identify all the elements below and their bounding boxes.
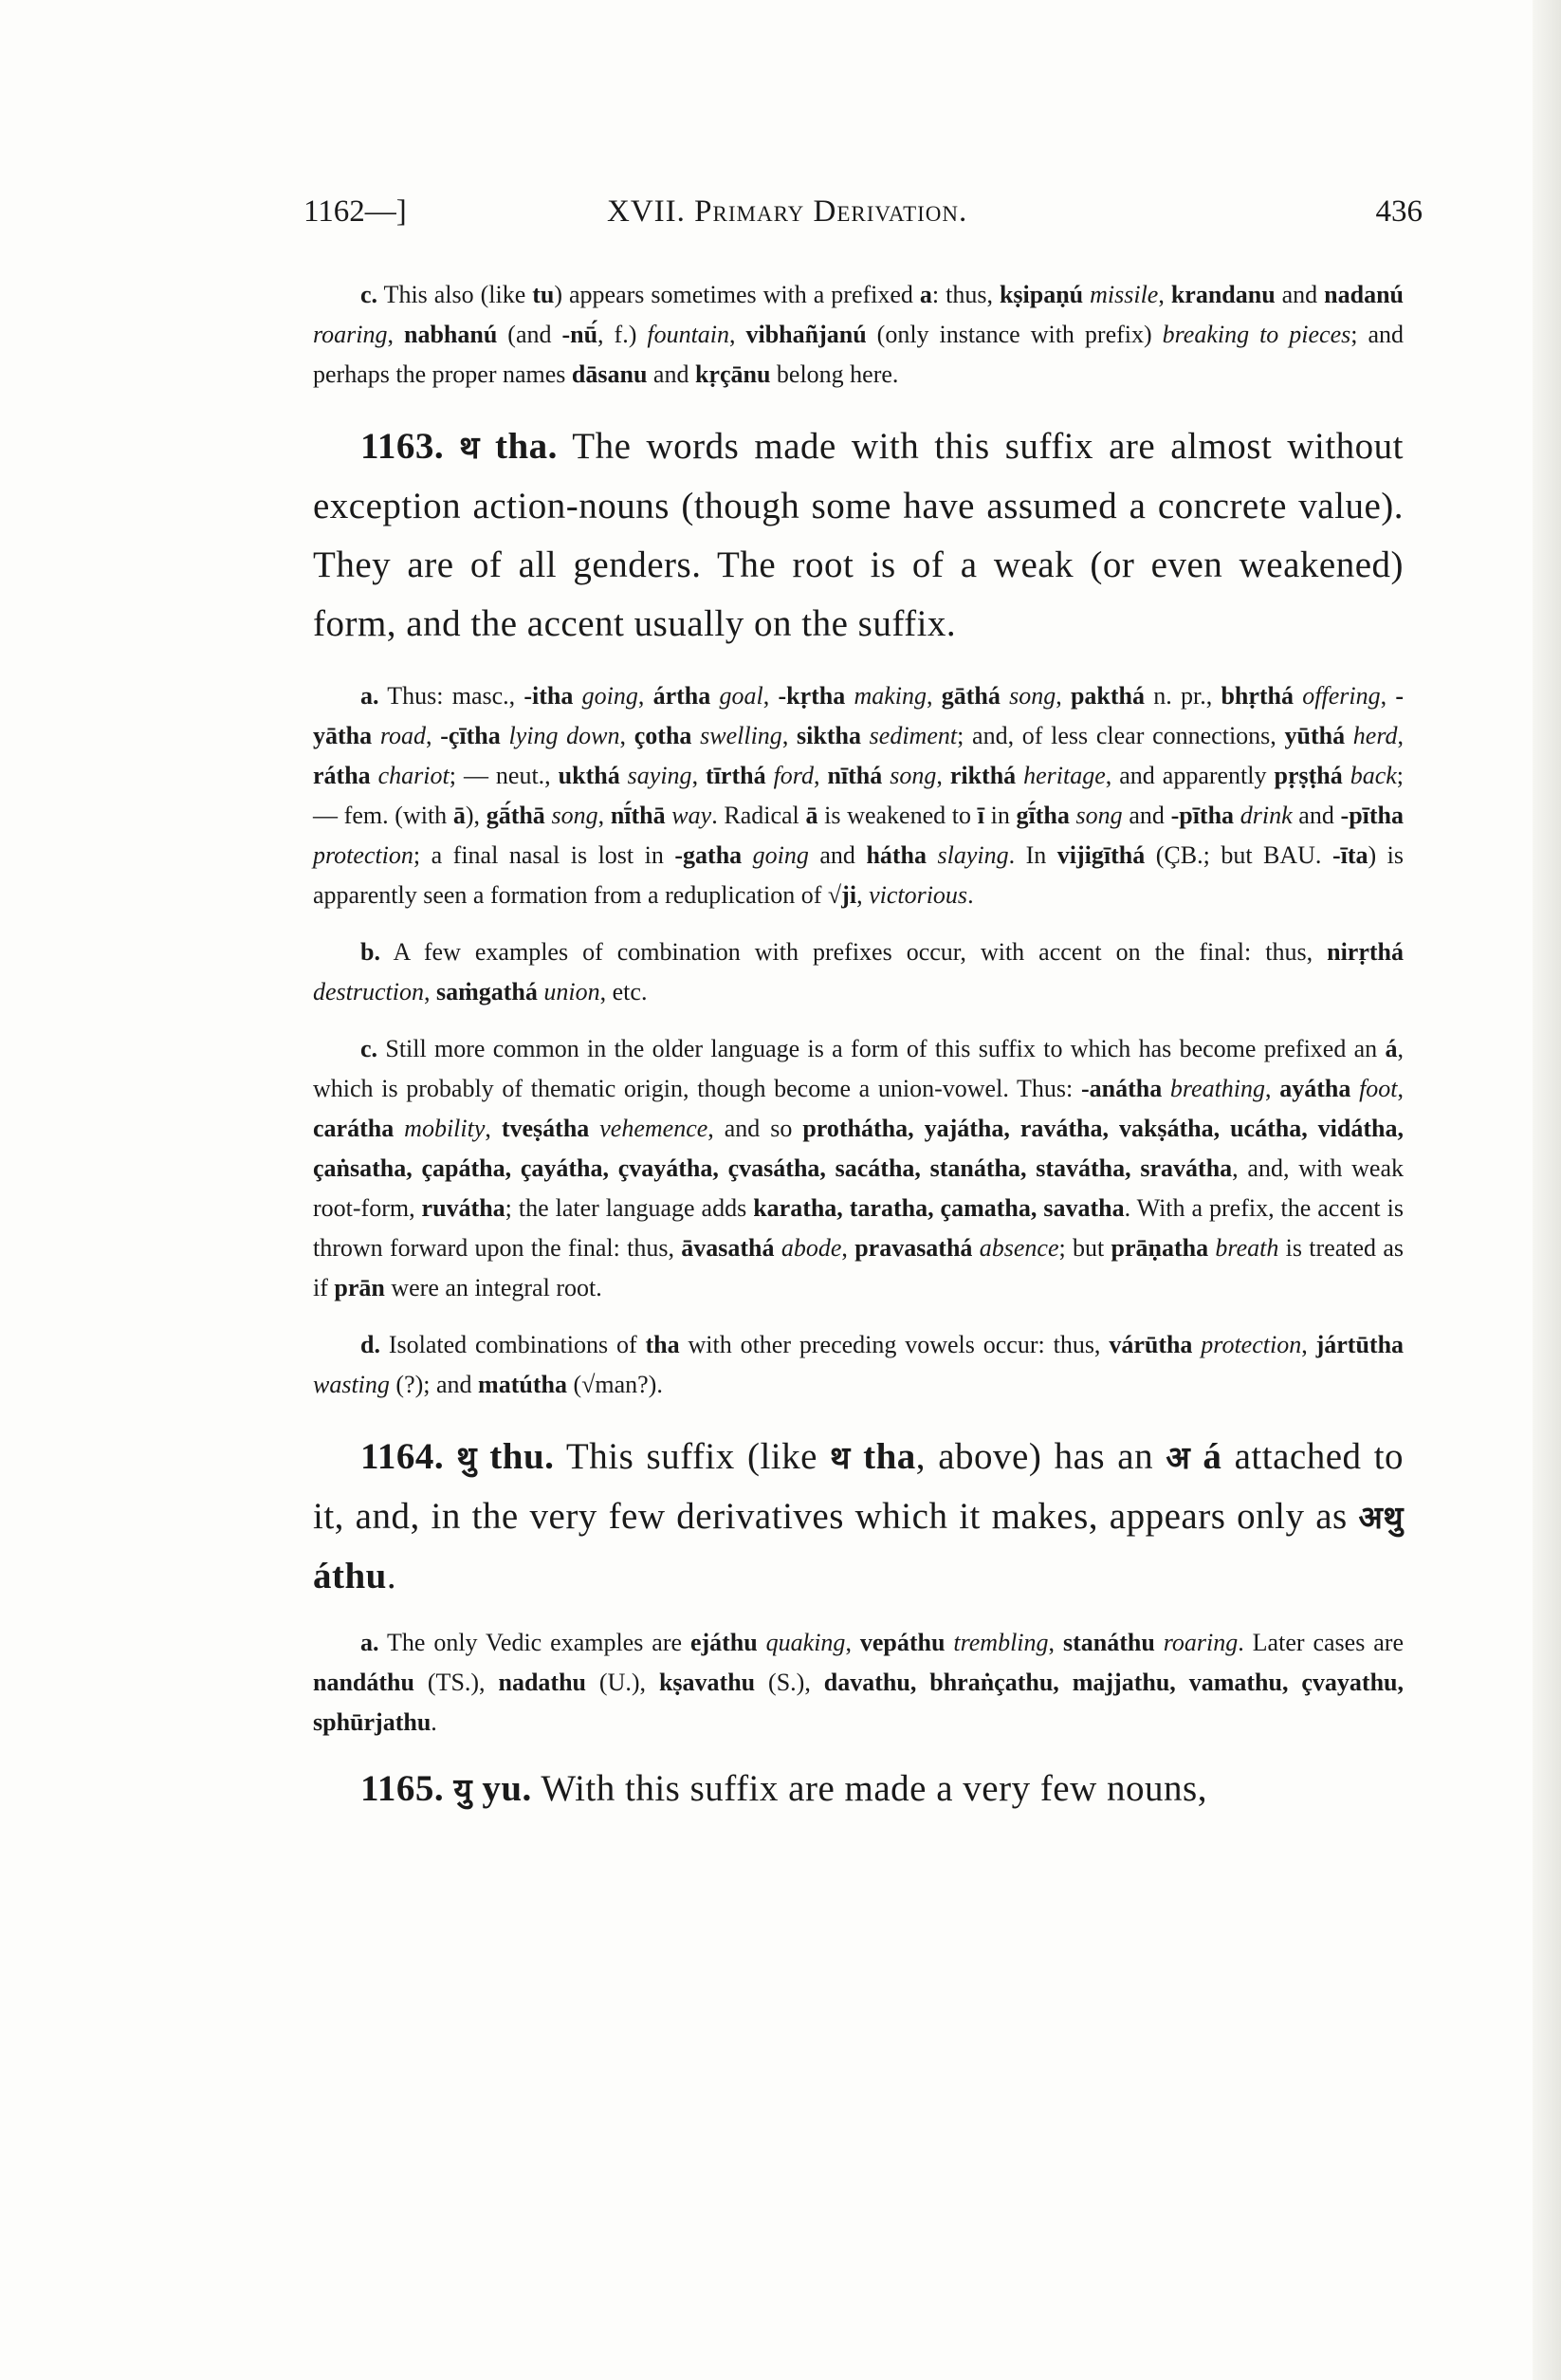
text-run: foot	[1350, 1075, 1398, 1102]
text-run: (and	[497, 321, 562, 348]
text-run: á	[1385, 1035, 1398, 1062]
text-run: ā	[805, 802, 818, 829]
paragraph-1163a	[313, 676, 1404, 915]
text-run: ,	[856, 881, 870, 909]
text-run: ,	[1397, 722, 1405, 749]
text-run: -itha	[523, 682, 574, 710]
text-run: song	[544, 802, 598, 829]
text-run: drink	[1234, 802, 1293, 829]
text-run: (?); and	[389, 1371, 479, 1398]
text-run: This suffix (like	[554, 1436, 831, 1477]
text-run: -īta	[1331, 841, 1368, 869]
text-run: ,	[1048, 1629, 1063, 1656]
text-run: lying down	[500, 722, 620, 749]
text-run: attached to it, and, in the very few derivatives which it makes, appears only as	[313, 1436, 1405, 1537]
text-run: (S.),	[755, 1669, 824, 1696]
text-run: ),	[465, 802, 487, 829]
text-run: dāsanu	[571, 360, 648, 388]
text-run: ayátha	[1279, 1075, 1351, 1102]
text-run: ford	[765, 762, 814, 789]
text-run: song	[1000, 682, 1056, 710]
text-run: ,	[781, 722, 798, 749]
text-run: breathing	[1162, 1075, 1266, 1102]
text-run: ; the later language adds	[505, 1194, 754, 1222]
text-run: protection	[1192, 1331, 1302, 1358]
text-run: slaying	[927, 841, 1009, 869]
text-run: gī́tha	[1016, 802, 1070, 829]
text-run: prāṇatha	[1111, 1234, 1209, 1262]
text-run: , and, with weak root-form,	[313, 1154, 1405, 1222]
text-run: (ÇB.; but BAU.	[1145, 841, 1332, 869]
running-header	[303, 194, 1423, 242]
text-run: nīthá	[827, 762, 883, 789]
text-run: ,	[762, 682, 779, 710]
text-run: tha	[645, 1331, 680, 1358]
text-run: ,	[936, 762, 950, 789]
text-run: nadanú	[1324, 281, 1404, 308]
text-run: pakthá	[1070, 682, 1146, 710]
text-run: ,	[424, 978, 436, 1006]
text-run: n. pr.,	[1145, 682, 1221, 710]
text-run: ,	[845, 1629, 860, 1656]
devanagari-glyph: थ	[830, 1439, 851, 1476]
text-run: tha	[863, 1436, 916, 1477]
text-run: abode	[774, 1234, 842, 1262]
section-number: 1164.	[360, 1436, 445, 1477]
text-run: .	[386, 1556, 397, 1596]
text-run: ,	[1056, 682, 1071, 710]
text-run: victorious	[869, 881, 968, 909]
text-run: going	[742, 841, 809, 869]
text-run: .	[967, 881, 974, 909]
text-run: , which is probably of thematic origin, though become a union-vowel. Thus:	[313, 1035, 1404, 1102]
text-run: trembling	[945, 1629, 1049, 1656]
text-run: -çītha	[440, 722, 501, 749]
text-run: wasting	[313, 1371, 390, 1398]
text-run: √ji	[827, 881, 857, 909]
text-run: pṛṣṭhá	[1274, 762, 1343, 789]
text-run: A few examples of combination with prefixes occur, with accent on the final: thus,	[379, 938, 1328, 966]
paragraph-1163d	[313, 1325, 1404, 1405]
text-run: ukthá	[558, 762, 620, 789]
text-run: quaking	[757, 1629, 846, 1656]
text-run: jártūtha	[1315, 1331, 1405, 1358]
text-run: The only Vedic examples are	[378, 1629, 690, 1656]
text-run: , and so	[707, 1115, 803, 1142]
text-run: goal	[710, 682, 763, 710]
text-run: yūthá	[1284, 722, 1346, 749]
text-run: ) appears sometimes with a prefixed	[554, 281, 920, 308]
text-run: kṛçānu	[694, 360, 771, 388]
text-run: roaring	[1154, 1629, 1239, 1656]
devanagari-glyph: थ	[459, 429, 480, 466]
text-run: tīrthá	[706, 762, 766, 789]
text-run: a	[919, 281, 932, 308]
text-run: The words made with this suffix are almost without exception action-nouns (though some have assumed a concrete value). They are of all genders. The root is of a weak (or even weakened) form, and the accent usually on the suffix.	[313, 426, 1405, 644]
text-run: d.	[360, 1331, 380, 1358]
text-run: gā́thā	[486, 802, 545, 829]
text-run: siktha	[797, 722, 861, 749]
text-run: ,	[1158, 281, 1171, 308]
text-run: tveṣátha	[501, 1115, 590, 1142]
text-run: c.	[360, 1035, 378, 1062]
text-run: protection	[313, 841, 413, 869]
text-run: (U.),	[586, 1669, 659, 1696]
text-run: sediment	[860, 722, 958, 749]
text-run: vepáthu	[859, 1629, 946, 1656]
text-run: -anátha	[1080, 1075, 1163, 1102]
text-run: swelling	[691, 722, 782, 749]
text-run: missile	[1083, 281, 1159, 308]
text-run: -pītha	[1170, 802, 1235, 829]
text-run: (TS.),	[413, 1669, 499, 1696]
text-run: ,	[597, 802, 611, 829]
text-run: āvasathá	[681, 1234, 775, 1262]
text-run: stanáthu	[1062, 1629, 1155, 1656]
text-run: Still more common in the older language is a form of this suffix to which has become prefixed an	[377, 1035, 1386, 1062]
text-run: . In	[1008, 841, 1057, 869]
text-run: rikthá	[949, 762, 1017, 789]
text-run: karatha, taratha, çamatha, savatha	[753, 1194, 1125, 1222]
text-run: (√man?).	[566, 1371, 663, 1398]
text-run: Thus: masc.,	[378, 682, 524, 710]
devanagari-glyph: यु	[453, 1771, 473, 1808]
text-run: and	[1292, 802, 1341, 829]
text-run: union	[537, 978, 600, 1006]
text-run: tha.	[494, 426, 558, 467]
text-run: kṣavathu	[658, 1669, 756, 1696]
text-run: ; — neut.,	[449, 762, 559, 789]
text-run: ,	[1265, 1075, 1280, 1102]
text-run: With this suffix are made a very few nouns,	[531, 1768, 1207, 1809]
text-run: song	[1069, 802, 1123, 829]
text-run: gāthá	[941, 682, 1001, 710]
text-run: prān	[334, 1274, 385, 1301]
text-run: nabhanú	[403, 321, 498, 348]
paragraph-1163b	[313, 932, 1404, 1012]
text-run: . With a prefix, the accent is thrown forward upon the final: thus,	[313, 1194, 1404, 1262]
text-run: fountain	[647, 321, 730, 348]
text-run: ; a final nasal is lost in	[413, 841, 675, 869]
text-run: nandáthu	[313, 1669, 414, 1696]
text-run	[851, 1436, 863, 1477]
text-run: way	[665, 802, 712, 829]
text-run: ,	[426, 722, 441, 749]
text-run: , f.)	[597, 321, 648, 348]
text-run: áthu	[313, 1556, 387, 1596]
page-edge-shadow	[1533, 0, 1561, 2380]
devanagari-glyph: अ	[1166, 1439, 1191, 1476]
text-run: c.	[360, 281, 378, 308]
text-run: yu.	[482, 1768, 532, 1809]
text-run: á	[1203, 1436, 1222, 1477]
text-run: mobility	[394, 1115, 486, 1142]
text-run: -gatha	[674, 841, 743, 869]
text-run: absence	[972, 1234, 1059, 1262]
text-run: vehemence	[589, 1115, 708, 1142]
text-run: a.	[360, 1629, 379, 1656]
paragraph-1164	[313, 1428, 1404, 1606]
text-run: song	[882, 762, 937, 789]
text-run: roaring	[313, 321, 388, 348]
body-text	[313, 275, 1404, 1819]
text-run: herd	[1345, 722, 1398, 749]
text-run: ,	[1397, 1075, 1405, 1102]
text-run: , and apparently	[1105, 762, 1275, 789]
text-run: nadathu	[498, 1669, 586, 1696]
text-run: back	[1342, 762, 1397, 789]
text-run: krandanu	[1170, 281, 1276, 308]
text-run: ,	[1380, 682, 1396, 710]
text-run: prothátha, yajátha, ravátha, vakṣátha, ucátha, vidátha, çaṅsatha, çapátha, çayátha, çvayátha, çvasátha, sacátha, stanátha, stavátha, sravátha	[313, 1115, 1404, 1182]
text-run: . Later cases are	[1238, 1629, 1404, 1656]
section-number: 1165.	[360, 1768, 445, 1809]
text-run: is weakened to	[817, 802, 978, 829]
text-run: This also (like	[377, 281, 533, 308]
text-run: ,	[637, 682, 653, 710]
paragraph-1164a	[313, 1623, 1404, 1743]
text-run: heritage	[1016, 762, 1106, 789]
devanagari-glyph: थु	[456, 1439, 478, 1476]
text-run: ,	[387, 321, 404, 348]
paragraph-1165	[313, 1760, 1404, 1819]
text-run: breaking to pieces	[1162, 321, 1351, 348]
text-run: vijigīthá	[1056, 841, 1146, 869]
text-run: : thus,	[931, 281, 1000, 308]
text-run: nirṛthá	[1327, 938, 1404, 966]
text-run: and	[1275, 281, 1325, 308]
text-run: -kṛtha	[778, 682, 846, 710]
text-run	[1190, 1436, 1203, 1477]
text-run: ,	[729, 321, 746, 348]
devanagari-glyph: अथु	[1358, 1499, 1404, 1536]
text-run: . Radical	[711, 802, 806, 829]
text-run: a.	[360, 682, 379, 710]
text-run: belong here.	[770, 360, 899, 388]
text-run: ártha	[652, 682, 711, 710]
text-run: making	[845, 682, 927, 710]
text-run: XVII.	[607, 194, 695, 229]
text-run: tu	[532, 281, 555, 308]
text-run: carátha	[313, 1115, 395, 1142]
text-run: b.	[360, 938, 380, 966]
text-run: ,	[1301, 1331, 1316, 1358]
text-run: bhṛthá	[1221, 682, 1295, 710]
text-run: ; — fem. (with	[313, 762, 1405, 829]
text-run: ,	[927, 682, 942, 710]
text-run: nī́thā	[610, 802, 666, 829]
text-run: Isolated combinations of	[379, 1331, 646, 1358]
text-run: várūtha	[1109, 1331, 1193, 1358]
paragraph-1163	[313, 417, 1404, 654]
text-run: ) is apparently seen a formation from a reduplication of	[313, 841, 1404, 909]
text-run: ,	[619, 722, 634, 749]
text-run: (only instance with prefix)	[866, 321, 1163, 348]
text-run: rátha	[313, 762, 371, 789]
text-run: davathu, bhraṅçathu, majjathu, vamathu, çvayathu, sphūrjathu	[313, 1669, 1405, 1736]
text-run: ejáthu	[689, 1629, 758, 1656]
paragraph-1163c	[313, 1029, 1404, 1308]
text-run: ī	[977, 802, 984, 829]
text-run: thu.	[489, 1436, 555, 1477]
text-run: vibhañjanú	[745, 321, 867, 348]
text-run: ,	[813, 762, 828, 789]
text-run: .	[431, 1708, 437, 1736]
text-run: is treated as if	[313, 1234, 1405, 1301]
text-run: ā	[452, 802, 466, 829]
text-run: with other preceding vowels occur: thus,	[679, 1331, 1110, 1358]
text-run: Primary Derivation.	[694, 194, 968, 229]
text-run: offering	[1294, 682, 1381, 710]
text-run: and	[1122, 802, 1171, 829]
text-run: kṣipaṇú	[999, 281, 1084, 308]
text-run: çotha	[634, 722, 692, 749]
text-run: saying	[619, 762, 692, 789]
text-run: ruvátha	[421, 1194, 505, 1222]
text-run: -yātha	[313, 682, 1404, 749]
text-run: matútha	[478, 1371, 567, 1398]
text-run: hátha	[866, 841, 927, 869]
text-run: and	[647, 360, 695, 388]
text-run: were an integral root.	[384, 1274, 602, 1301]
text-run: -nū́	[561, 321, 598, 348]
text-run: road	[372, 722, 426, 749]
text-run: breath	[1208, 1234, 1279, 1262]
text-run: ,	[841, 1234, 855, 1262]
text-run: -pītha	[1340, 802, 1404, 829]
text-run: ; but	[1058, 1234, 1111, 1262]
text-run: ,	[485, 1115, 502, 1142]
chapter-title	[607, 194, 967, 230]
text-run: going	[573, 682, 638, 710]
text-run: saṁgathá	[436, 978, 538, 1006]
text-run: ; and perhaps the proper names	[313, 321, 1404, 388]
text-run: in	[983, 802, 1017, 829]
paragraph-1162c	[313, 275, 1404, 395]
text-run: , etc.	[599, 978, 648, 1006]
text-run: and	[808, 841, 867, 869]
text-run: destruction	[313, 978, 424, 1006]
text-run: , above) has an	[915, 1436, 1166, 1477]
section-range: 1162—]	[303, 194, 407, 229]
text-run: pravasathá	[854, 1234, 973, 1262]
text-run: chariot	[370, 762, 450, 789]
text-run: ,	[691, 762, 707, 789]
section-number: 1163.	[360, 426, 445, 467]
text-run: ; and, of less clear connections,	[957, 722, 1285, 749]
page-number: 436	[1375, 194, 1423, 229]
